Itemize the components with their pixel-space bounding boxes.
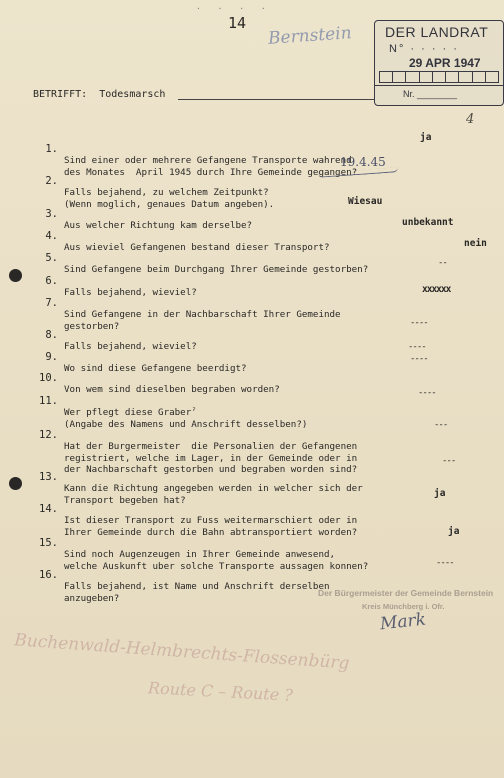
question-16: 16. Falls bejahend, ist Name und Anschrift derselben anzugeben? — [39, 568, 330, 604]
question-11: 11. Wer pflegt diese Graberˀ (Angabe des Namens und Anschrift desselben?) — [39, 394, 308, 430]
question-6: 6. Falls bejahend, wieviel? — [45, 274, 197, 298]
answer-6: -- — [438, 258, 447, 268]
pencil-note-1: Buchenwald-Helmbrechts-Flossenbürg — [13, 630, 351, 674]
answer-3: Wiesau — [348, 196, 383, 207]
punch-hole-bottom — [9, 477, 22, 490]
question-10: 10. Von wem sind dieselben begraben worden? — [39, 371, 280, 395]
answer-14: ja — [434, 488, 446, 499]
question-13: 13. Kann die Richtung angegeben werden in welcher sich der Transport begeben hat? — [39, 470, 363, 506]
question-12: 12. Hat der Burgermeister die Personalien der Gefangenen registriert, welche im Lager, in der Gemeinde oder in der Nachbarschaft gestorben und begraben worden sind? — [39, 428, 358, 475]
handwritten-name: Bernstein — [267, 23, 353, 49]
stamp-title: DER LANDRAT — [385, 24, 489, 40]
answer-7: xxxxxx — [422, 284, 451, 295]
answer-16: ---- — [436, 558, 454, 568]
answer-15: ja — [448, 526, 460, 537]
punch-hole-top — [9, 269, 22, 282]
landrat-stamp — [374, 20, 504, 106]
page-number: 14 — [228, 14, 247, 32]
answer-12: --- — [434, 420, 448, 430]
question-3: 3. Aus welcher Richtung kam derselbe? — [45, 207, 253, 231]
pencil-note-2: Route C – Route ? — [147, 678, 294, 705]
question-14: 14. Ist dieser Transport zu Fuss weitermarschiert oder in Ihrer Gemeinde durch die Bahn abtransportiert worden? — [39, 502, 358, 538]
question-1: 1. Sind einer oder mehrere Gefangene Transporte wahrend des Monates April 1945 durch Ihre Gemeinde gegangen? — [45, 142, 358, 178]
question-5: 5. Sind Gefangene beim Durchgang Ihrer Gemeinde gestorben? — [45, 251, 369, 275]
answer-9: ---- — [408, 342, 426, 352]
stamp-divider — [375, 85, 503, 86]
stamp-grid — [379, 71, 499, 83]
mayor-stamp — [318, 588, 494, 611]
stamp-number: N° · · · · · — [389, 43, 459, 55]
answer-11: ---- — [418, 388, 436, 398]
mayor-stamp-line1: Der Bürgermeister der Gemeinde Bernstein — [318, 588, 494, 598]
subject-underline — [178, 99, 374, 100]
answer-2: 19.4.45 — [340, 155, 386, 169]
stamp-date: 29 APR 1947 — [409, 56, 481, 70]
stamp-nr: Nr. ________ — [403, 89, 458, 99]
answer-13: --- — [442, 456, 456, 466]
subject-label: BETRIFFT: — [33, 89, 88, 100]
subject-value: Todesmarsch — [99, 89, 166, 100]
answer-10: ---- — [410, 354, 428, 364]
margin-mark: 4 — [466, 112, 475, 127]
question-15: 15. Sind noch Augenzeugen in Ihrer Gemeinde anwesend, welche Auskunft uber solche Transporte aussagen konnen? — [39, 536, 369, 572]
signature: Mark — [379, 609, 427, 635]
answer-8: ---- — [410, 318, 428, 328]
question-4: 4. Aus wieviel Gefangenen bestand dieser Transport? — [45, 229, 330, 253]
answer-4: unbekannt — [402, 217, 454, 228]
answer-5: nein — [464, 238, 487, 249]
mayor-stamp-line2: Kreis Münchberg i. Ofr. — [362, 602, 445, 611]
top-edge-marks: · · · · — [196, 4, 272, 13]
question-2: 2. Falls bejahend, zu welchem Zeitpunkt? (Wenn moglich, genaues Datum angeben). — [45, 174, 275, 210]
question-7: 7. Sind Gefangene in der Nachbarschaft Ihrer Gemeinde gestorben? — [45, 296, 341, 332]
subject-line — [33, 89, 165, 100]
question-8: 8. Falls bejahend, wieviel? — [45, 328, 197, 352]
question-9: 9. Wo sind diese Gefangene beerdigt? — [45, 350, 247, 374]
answer-1: ja — [420, 132, 432, 143]
